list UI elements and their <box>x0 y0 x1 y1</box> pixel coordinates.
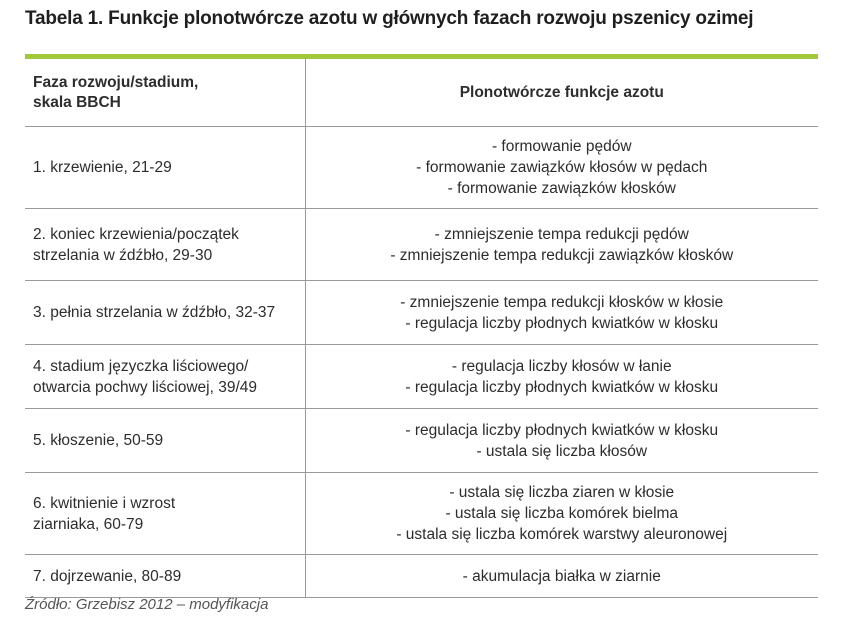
function-item: - zmniejszenie tempa redukcji kłosków w kłosie <box>400 293 724 311</box>
function-item: - regulacja liczby kłosów w łanie <box>451 357 672 375</box>
nitrogen-functions-table <box>25 59 818 598</box>
functions-cell <box>305 409 818 473</box>
function-item: - formowanie zawiązków kłosków <box>447 180 676 197</box>
phase-cell <box>25 409 305 473</box>
function-item: - regulacja liczby płodnych kwiatków w kłosku <box>405 378 719 396</box>
phase-cell <box>25 209 305 281</box>
phase-cell <box>25 473 305 555</box>
function-item: - ustala się liczba kłosów <box>476 442 648 460</box>
function-item: - ustala się liczba komórek warstwy aleuronowej <box>396 526 728 543</box>
functions-cell <box>305 127 818 209</box>
table-title: Tabela 1. Funkcje plonotwórcze azotu w głównych fazach rozwoju pszenicy ozimej <box>25 8 754 29</box>
table-row <box>25 209 818 281</box>
phase-cell <box>25 345 305 409</box>
phase-cell <box>25 281 305 345</box>
function-item: - ustala się liczba ziaren w kłosie <box>449 484 675 501</box>
phase-text: ziarniaka, 60-79 <box>33 515 144 533</box>
function-item: - formowanie zawiązków kłosów w pędach <box>416 159 708 176</box>
header-functions: Plonotwórcze funkcje azotu <box>305 59 818 127</box>
phase-text: 4. stadium języczka liściowego/ <box>33 357 249 375</box>
phase-text: 5. kłoszenie, 50-59 <box>33 432 164 449</box>
phase-text: 6. kwitnienie i wzrost <box>33 494 176 512</box>
function-item: - regulacja liczby płodnych kwiatków w kłosku <box>405 314 719 332</box>
functions-cell <box>305 281 818 345</box>
header-phase-line: Faza rozwoju/stadium, <box>33 73 199 91</box>
functions-cell <box>305 209 818 281</box>
phase-cell <box>25 127 305 209</box>
source-note: Źródło: Grzebisz 2012 – modyfikacja <box>25 596 269 613</box>
functions-cell <box>305 555 818 598</box>
function-item: - zmniejszenie tempa redukcji pędów <box>434 225 689 243</box>
function-item: - akumulacja białka w ziarnie <box>462 567 661 585</box>
functions-cell <box>305 473 818 555</box>
phase-text: 3. pełnia strzelania w źdźbło, 32-37 <box>33 304 276 321</box>
phase-text: otwarcia pochwy liściowej, 39/49 <box>33 378 257 396</box>
phase-text: 1. krzewienie, 21-29 <box>33 159 172 176</box>
header-phase <box>25 59 305 127</box>
table-row <box>25 555 818 598</box>
phase-cell <box>25 555 305 598</box>
table-row <box>25 281 818 345</box>
phase-text: 7. dojrzewanie, 80-89 <box>33 567 182 585</box>
function-item: - ustala się liczba komórek bielma <box>445 505 679 522</box>
table-row <box>25 127 818 209</box>
phase-text: 2. koniec krzewienia/początek <box>33 225 239 243</box>
header-phase-line: skala BBCH <box>33 93 121 111</box>
table-row <box>25 409 818 473</box>
table-header-row <box>25 59 818 127</box>
table-row <box>25 345 818 409</box>
function-item: - formowanie pędów <box>491 138 632 155</box>
phase-text: strzelania w źdźbło, 29-30 <box>33 246 213 264</box>
functions-cell <box>305 345 818 409</box>
function-item: - regulacja liczby płodnych kwiatków w kłosku <box>405 421 719 439</box>
table-row <box>25 473 818 555</box>
function-item: - zmniejszenie tempa redukcji zawiązków kłosków <box>390 246 734 264</box>
